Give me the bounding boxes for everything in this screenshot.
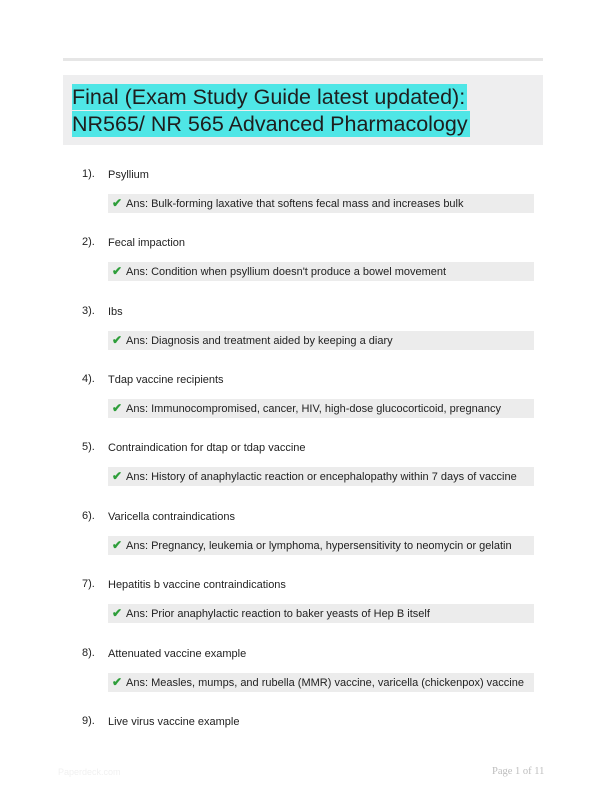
footer-watermark: Paperdeck.com: [58, 767, 121, 777]
item-number: 3).: [82, 305, 95, 317]
answer-box: [108, 194, 534, 213]
question-text: Attenuated vaccine example: [108, 648, 247, 660]
answer-text: Ans: Bulk-forming laxative that softens fecal mass and increases bulk: [126, 198, 464, 210]
answer-box: [108, 399, 534, 418]
answer-box: [108, 604, 534, 623]
check-icon: ✔: [112, 401, 123, 415]
item-number: 7).: [82, 578, 95, 590]
check-icon: ✔: [112, 469, 123, 483]
question-text: Ibs: [108, 306, 123, 318]
item-number: 4).: [82, 373, 95, 385]
item-number: 6).: [82, 510, 95, 522]
check-icon: ✔: [112, 196, 123, 210]
check-icon: ✔: [112, 264, 123, 278]
question-text: Fecal impaction: [108, 237, 186, 249]
answer-text: Ans: Measles, mumps, and rubella (MMR) vaccine, varicella (chickenpox) vaccine: [126, 677, 524, 689]
answer-box: [108, 536, 534, 555]
answer-text: Ans: Pregnancy, leukemia or lymphoma, hypersensitivity to neomycin or gelatin: [126, 540, 512, 552]
question-text: Hepatitis b vaccine contraindications: [108, 579, 286, 591]
answer-box: [108, 673, 534, 692]
question-text: Contraindication for dtap or tdap vaccine: [108, 442, 306, 454]
item-number: 5).: [82, 441, 95, 453]
document-title: Final (Exam Study Guide latest updated): NR565/ NR 565 Advanced Pharmacology: [72, 85, 468, 136]
answer-text: Ans: Immunocompromised, cancer, HIV, high-dose glucocorticoid, pregnancy: [126, 403, 502, 415]
page-number: Page 1 of 11: [492, 766, 545, 777]
check-icon: ✔: [112, 606, 123, 620]
top-divider: [63, 58, 543, 61]
question-text: Psyllium: [108, 169, 149, 181]
answer-text: Ans: History of anaphylactic reaction or encephalopathy within 7 days of vaccine: [126, 471, 517, 483]
item-number: 9).: [82, 715, 95, 727]
question-text: Tdap vaccine recipients: [108, 374, 224, 386]
answer-box: [108, 467, 534, 486]
item-number: 8).: [82, 647, 95, 659]
item-number: 1).: [82, 168, 95, 180]
item-number: 2).: [82, 236, 95, 248]
answer-box: [108, 331, 534, 350]
check-icon: ✔: [112, 333, 123, 347]
answer-text: Ans: Condition when psyllium doesn't produce a bowel movement: [126, 266, 447, 278]
answer-text: Ans: Prior anaphylactic reaction to baker yeasts of Hep B itself: [126, 608, 430, 620]
question-text: Varicella contraindications: [108, 511, 235, 523]
check-icon: ✔: [112, 675, 123, 689]
answer-text: Ans: Diagnosis and treatment aided by keeping a diary: [126, 335, 393, 347]
question-text: Live virus vaccine example: [108, 716, 240, 728]
answer-box: [108, 262, 534, 281]
check-icon: ✔: [112, 538, 123, 552]
